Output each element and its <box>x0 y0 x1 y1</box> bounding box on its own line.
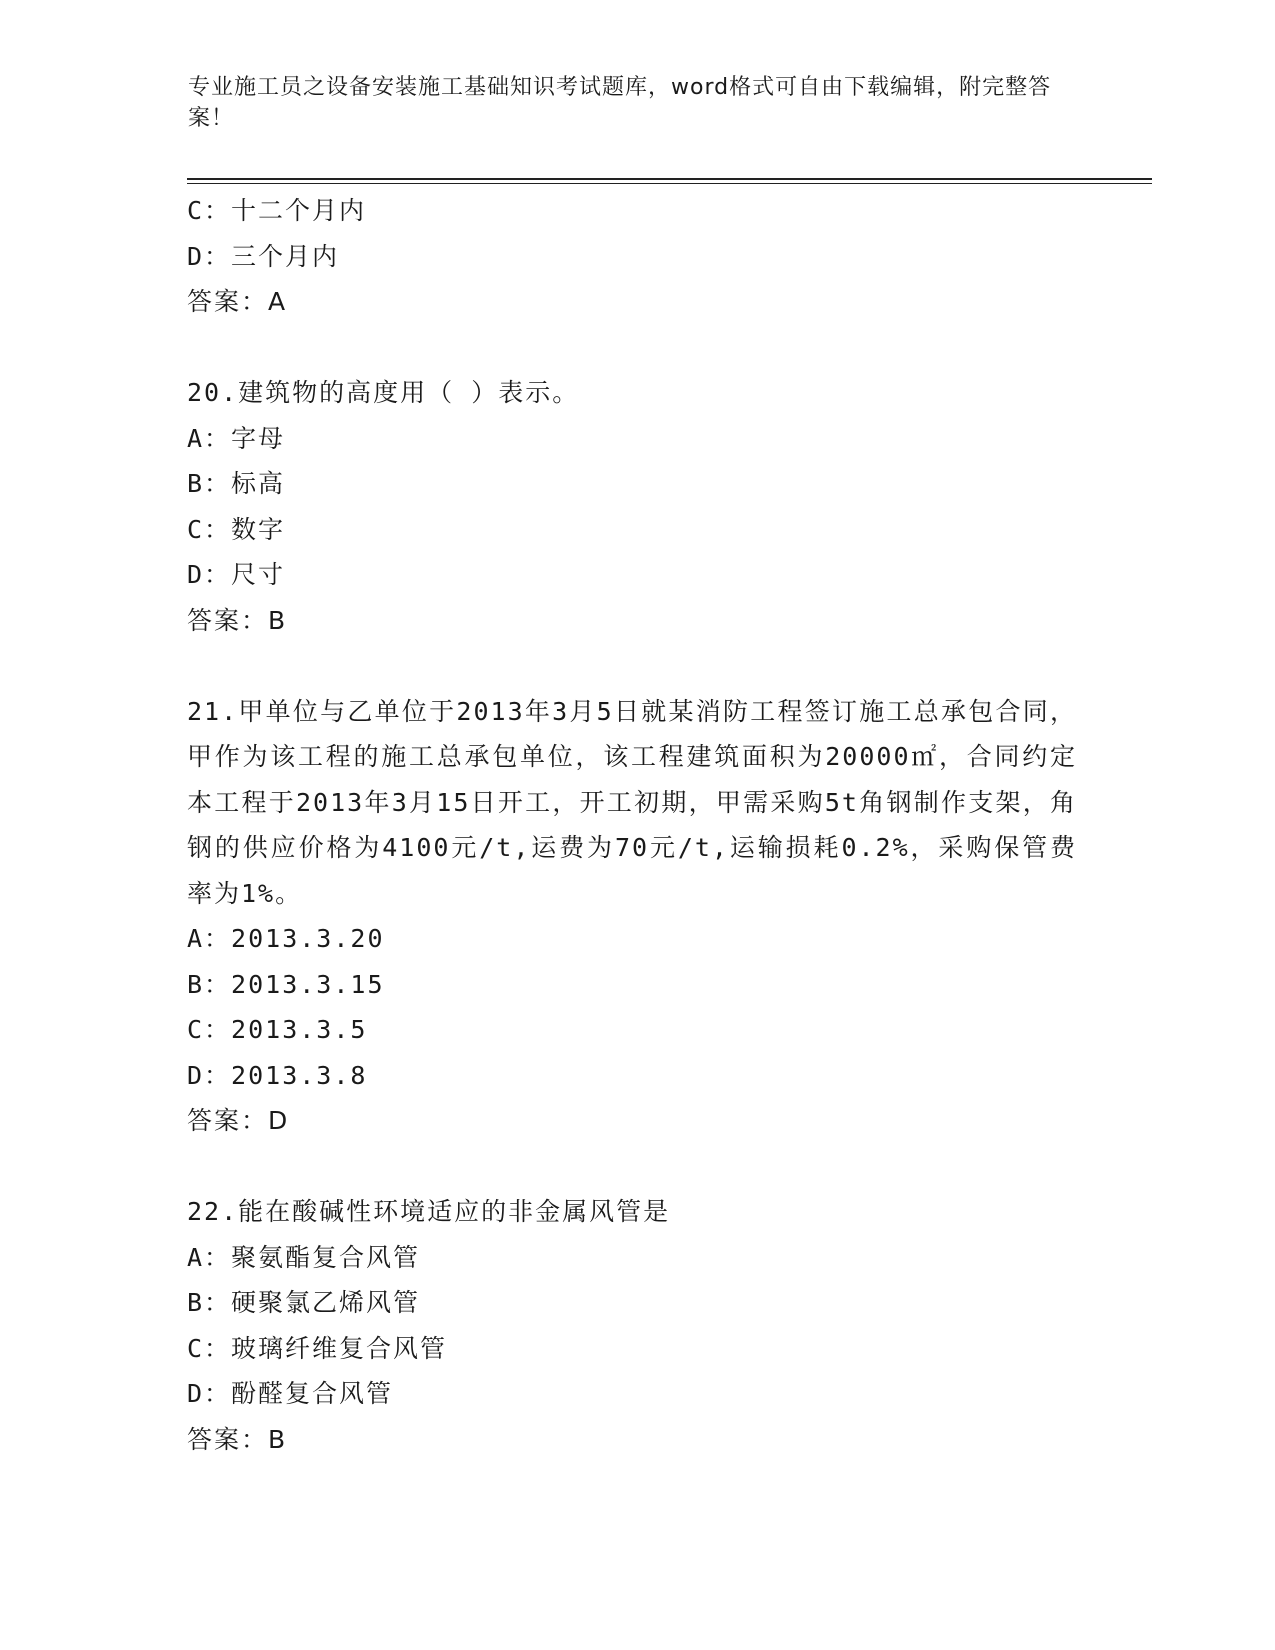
option-d: D：尺寸 <box>187 560 286 589</box>
option-b: B：标高 <box>187 469 286 498</box>
answer: 答案：D <box>187 1106 290 1135</box>
question-20 <box>187 370 1077 643</box>
header-rule-thin <box>187 183 1152 184</box>
option-c: C：2013.3.5 <box>187 1015 368 1044</box>
spacer <box>187 1144 1077 1190</box>
answer: 答案：B <box>187 1424 288 1454</box>
option-b: B：2013.3.15 <box>187 969 385 999</box>
spacer <box>187 643 1077 689</box>
question-stem: 21.甲单位与乙单位于2013年3月5日就某消防工程签订施工总承包合同，甲作为该工程的施工总承包单位，该工程建筑面积为20000㎡，合同约定本工程于2013年3月15日开工，开工初期，甲需采购5t角钢制作支架，角钢的供应价格为4100元/t,运费为70元/t,运输损耗0.2%，采购保管费率为1%。 <box>187 696 1077 908</box>
option-c: C：数字 <box>187 514 286 544</box>
header-rule-thick <box>187 178 1152 180</box>
spacer <box>187 325 1077 371</box>
answer-prev: 答案：A <box>187 287 288 316</box>
option-d: D：2013.3.8 <box>187 1060 368 1090</box>
question-22 <box>187 1189 1077 1462</box>
option-a: A：字母 <box>187 423 286 453</box>
question-stem: 22.能在酸碱性环境适应的非金属风管是 <box>187 1197 671 1226</box>
question-stem: 20.建筑物的高度用（ ）表示。 <box>187 378 580 407</box>
question-21 <box>187 689 1077 1144</box>
option-c-prev: C：十二个月内 <box>187 196 367 225</box>
option-b: B：硬聚氯乙烯风管 <box>187 1288 421 1317</box>
option-a: A：聚氨酯复合风管 <box>187 1242 421 1272</box>
answer: 答案：B <box>187 605 288 635</box>
option-a: A：2013.3.20 <box>187 924 385 953</box>
document-title: 专业施工员之设备安装施工基础知识考试题库，word格式可自由下载编辑，附完整答案！ <box>188 75 1052 131</box>
document-body <box>187 188 1077 1462</box>
option-d: D：酚醛复合风管 <box>187 1379 394 1408</box>
option-c: C：玻璃纤维复合风管 <box>187 1333 448 1363</box>
page-header <box>188 72 1068 134</box>
option-d-prev: D：三个月内 <box>187 241 340 271</box>
